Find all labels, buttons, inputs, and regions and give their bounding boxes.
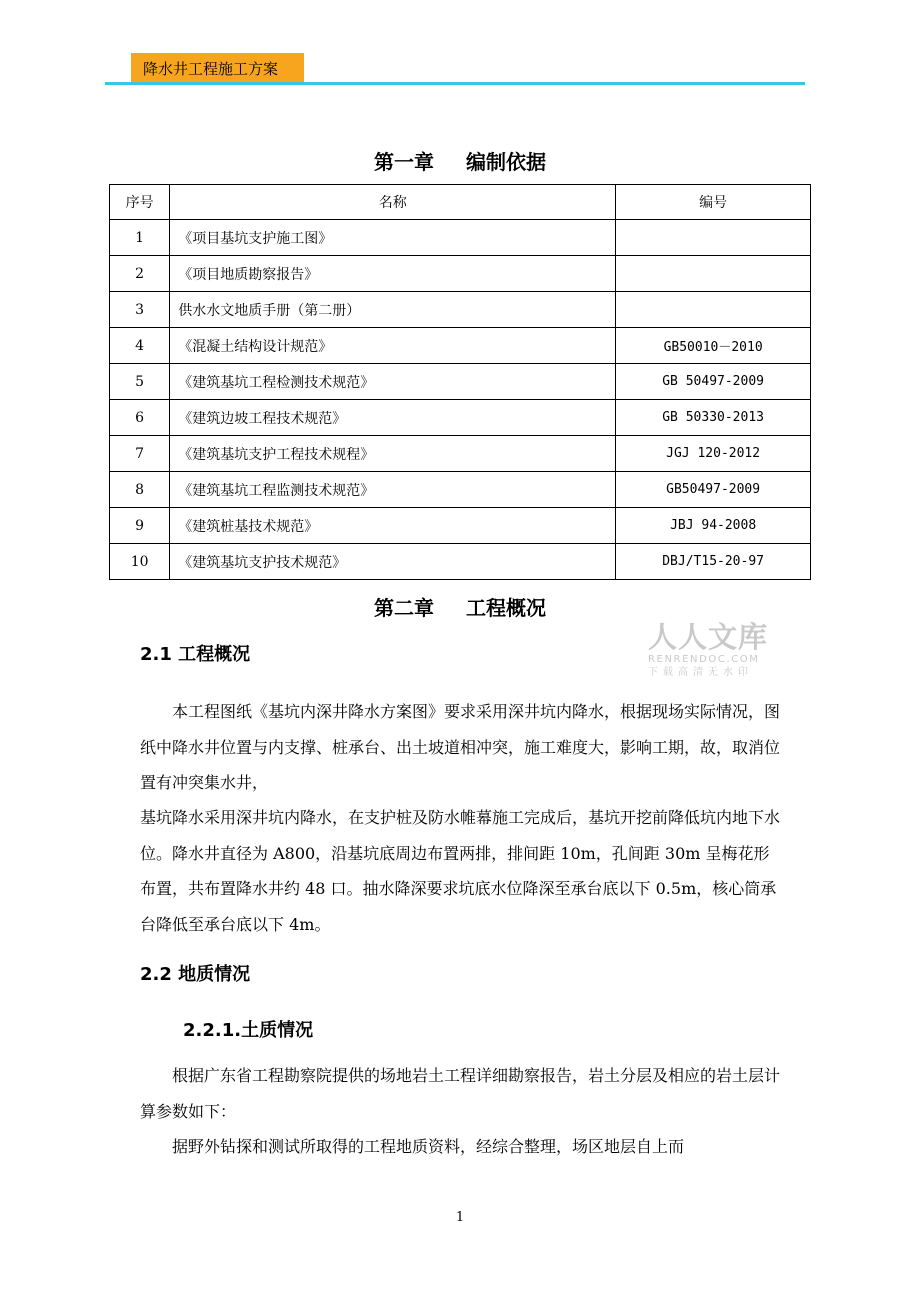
chapter-2-heading — [0, 592, 920, 621]
row-no: 7 — [110, 436, 170, 472]
row-code: JGJ 120-2012 — [616, 436, 811, 472]
row-code: DBJ/T15-20-97 — [616, 544, 811, 580]
chapter-1-number: 第一章 — [374, 150, 434, 174]
section-2-1-paragraph-2: 基坑降水采用深井坑内降水，在支护桩及防水帷幕施工完成后，基坑开挖前降低坑内地下水位。降水井直径为 A800，沿基坑底周边布置两排，排间距 10m，孔间距 30m 呈梅花形布置，共布置降水井约 48 口。抽水降深要求坑底水位降深至承台底以下 0.5m，核心筒承台降低至承台底以下 4m。 — [140, 808, 781, 934]
table-row — [110, 328, 811, 364]
row-name: 《建筑基坑支护工程技术规程》 — [170, 436, 616, 472]
header-divider — [105, 82, 805, 85]
section-2-1-heading: 2.1 工程概况 — [140, 644, 251, 665]
table-row — [110, 544, 811, 580]
row-name: 《建筑基坑工程监测技术规范》 — [170, 472, 616, 508]
document-header-title: 降水井工程施工方案 — [143, 59, 279, 78]
row-no: 10 — [110, 544, 170, 580]
table-row — [110, 472, 811, 508]
table-row — [110, 292, 811, 328]
row-no: 6 — [110, 400, 170, 436]
row-no: 4 — [110, 328, 170, 364]
table-row — [110, 220, 811, 256]
column-header-no: 序号 — [110, 185, 170, 220]
row-name: 《建筑基坑支护技术规范》 — [170, 544, 616, 580]
row-no: 3 — [110, 292, 170, 328]
row-code: GB 50497-2009 — [616, 364, 811, 400]
basis-table — [109, 184, 811, 580]
watermark-subtext: 下载高清无水印 — [648, 667, 753, 678]
row-no: 8 — [110, 472, 170, 508]
column-header-name: 名称 — [170, 185, 616, 220]
table-row — [110, 256, 811, 292]
chapter-1-title: 编制依据 — [466, 150, 546, 174]
table-row — [110, 508, 811, 544]
table-row — [110, 364, 811, 400]
chapter-1-heading — [0, 146, 920, 175]
row-name: 《建筑边坡工程技术规范》 — [170, 400, 616, 436]
row-name: 《混凝土结构设计规范》 — [170, 328, 616, 364]
row-name: 《项目基坑支护施工图》 — [170, 220, 616, 256]
section-2-2-paragraph-1: 根据广东省工程勘察院提供的场地岩土工程详细勘察报告，岩土分层及相应的岩土层计算参数如下： — [140, 1066, 781, 1121]
table-header-row — [110, 185, 811, 220]
chapter-2-number: 第二章 — [374, 596, 434, 620]
row-code: GB50497-2009 — [616, 472, 811, 508]
table-row — [110, 400, 811, 436]
row-code: GB 50330-2013 — [616, 400, 811, 436]
section-2-2-paragraph-2: 据野外钻探和测试所取得的工程地质资料，经综合整理，场区地层自上而 — [172, 1137, 685, 1156]
row-code — [616, 292, 811, 328]
watermark — [648, 620, 772, 679]
section-2-2-heading: 2.2 地质情况 — [140, 964, 251, 985]
watermark-main-text: 人人文库 — [648, 620, 769, 654]
section-2-1-paragraph-1: 本工程图纸《基坑内深井降水方案图》要求采用深井坑内降水，根据现场实际情况，图纸中降水井位置与内支撑、桩承台、出土坡道相冲突，施工难度大，影响工期，故，取消位置有冲突集水井， — [140, 702, 781, 792]
row-name: 供水水文地质手册（第二册） — [170, 292, 616, 328]
row-no: 1 — [110, 220, 170, 256]
row-name: 《建筑基坑工程检测技术规范》 — [170, 364, 616, 400]
row-name: 《项目地质勘察报告》 — [170, 256, 616, 292]
row-name: 《建筑桩基技术规范》 — [170, 508, 616, 544]
row-code — [616, 256, 811, 292]
section-2-2-1-heading: 2.2.1.土质情况 — [183, 1020, 314, 1041]
chapter-2-title: 工程概况 — [466, 596, 546, 620]
document-header-tab — [131, 53, 304, 83]
row-no: 9 — [110, 508, 170, 544]
row-code: JBJ 94-2008 — [616, 508, 811, 544]
row-code — [616, 220, 811, 256]
row-no: 5 — [110, 364, 170, 400]
row-code: GB50010－2010 — [616, 328, 811, 364]
table-row — [110, 436, 811, 472]
page-number: 1 — [455, 1210, 465, 1225]
row-no: 2 — [110, 256, 170, 292]
watermark-url: RENRENDOC.COM — [648, 654, 760, 665]
column-header-code: 编号 — [616, 185, 811, 220]
